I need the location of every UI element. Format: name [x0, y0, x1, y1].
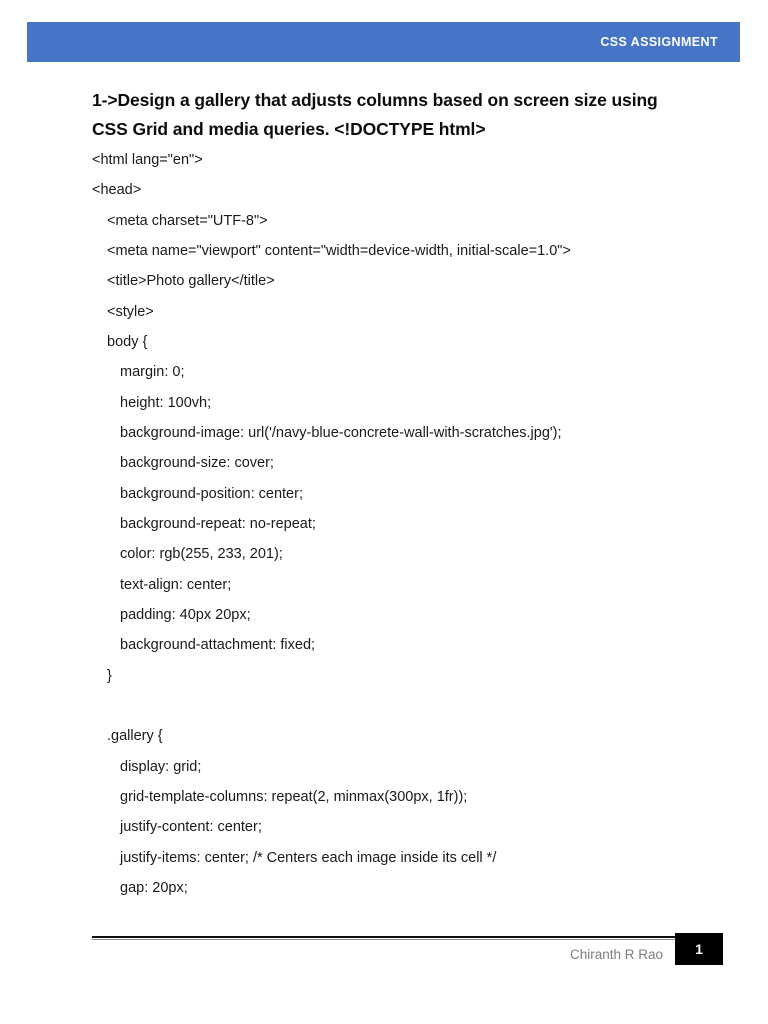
code-line: text-align: center;: [120, 576, 232, 593]
code-line: <head>: [92, 182, 142, 199]
code-line: gap: 20px;: [120, 879, 188, 896]
code-line: background-size: cover;: [120, 455, 274, 472]
code-line: padding: 40px 20px;: [120, 606, 251, 623]
assignment-heading: [92, 86, 712, 144]
code-line: <meta charset="UTF-8">: [107, 212, 268, 229]
code-line: .gallery {: [107, 728, 163, 745]
code-line: display: grid;: [120, 758, 202, 775]
code-block: [92, 145, 742, 903]
code-line: body {: [107, 333, 148, 350]
code-line: background-image: url('/navy-blue-concrete-wall-with-scratches.jpg');: [120, 424, 562, 441]
code-line: justify-content: center;: [120, 819, 262, 836]
header-banner: [27, 22, 740, 62]
assignment-heading-line2: CSS Grid and media queries. <!DOCTYPE html>: [92, 119, 486, 139]
footer-divider-line: [92, 936, 723, 938]
code-line: <meta name="viewport" content="width=device-width, initial-scale=1.0">: [107, 242, 571, 259]
header-title: CSS ASSIGNMENT: [600, 35, 718, 49]
code-line: margin: 0;: [120, 364, 185, 381]
page-number-box: [675, 933, 723, 965]
code-line-blank: [92, 691, 742, 721]
code-line: background-attachment: fixed;: [120, 637, 316, 654]
code-line: height: 100vh;: [120, 394, 212, 411]
code-line: <title>Photo gallery</title>: [107, 273, 275, 290]
code-line: background-position: center;: [120, 485, 303, 502]
code-line: color: rgb(255, 233, 201);: [120, 546, 283, 563]
code-line: <style>: [107, 303, 154, 320]
assignment-heading-line1: 1->Design a gallery that adjusts columns based on screen size using: [92, 90, 658, 110]
footer-author-name: Chiranth R Rao: [569, 947, 663, 962]
page-number: 1: [695, 941, 703, 957]
code-line: background-repeat: no-repeat;: [120, 515, 316, 532]
footer-divider-thin-line: [92, 939, 723, 940]
code-line: justify-items: center; /* Centers each image inside its cell */: [120, 849, 497, 866]
code-line: grid-template-columns: repeat(2, minmax(300px, 1fr));: [120, 788, 468, 805]
code-line: <html lang="en">: [92, 152, 203, 168]
code-line: }: [107, 667, 112, 684]
